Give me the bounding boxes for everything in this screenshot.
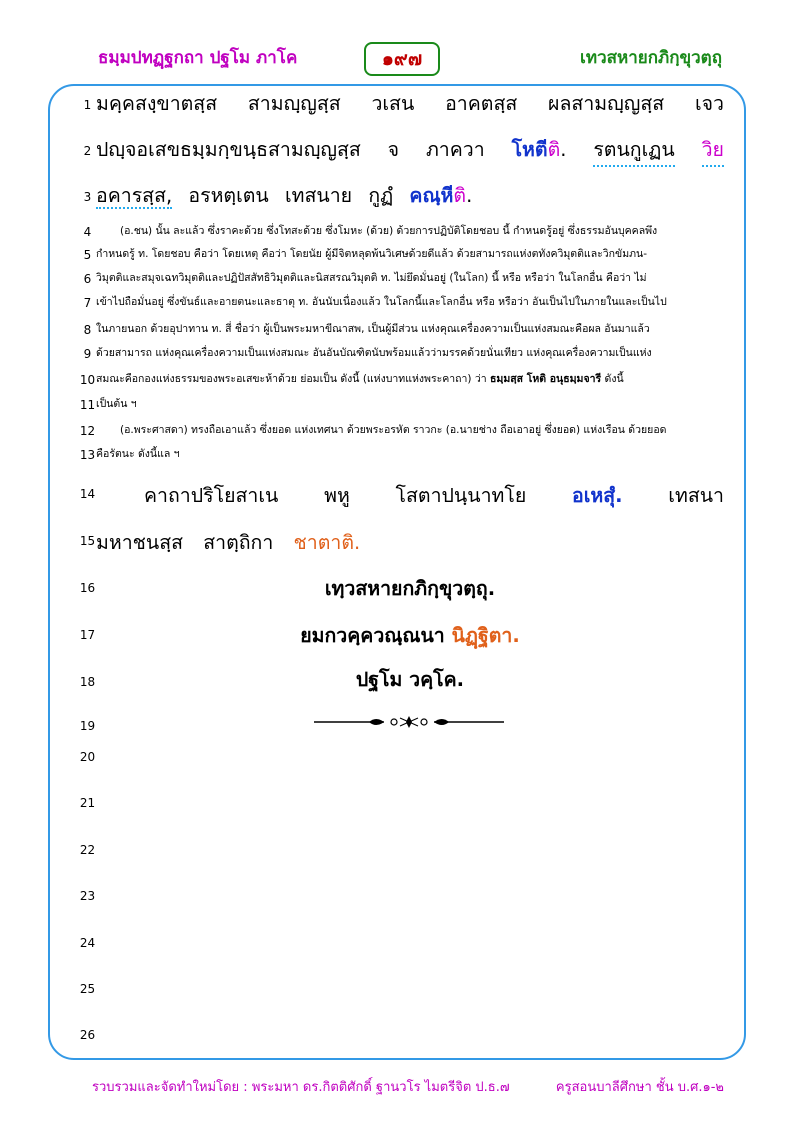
line-number: 14 bbox=[79, 487, 96, 501]
word: ภาควา bbox=[425, 138, 485, 161]
highlighted-word: นิฏฺฐิตา. bbox=[451, 624, 520, 647]
line-number: 16 bbox=[79, 581, 96, 595]
line-number: 24 bbox=[79, 936, 96, 950]
line-number: 4 bbox=[83, 225, 92, 239]
header-right-title: เทวสหายกภิกฺขุวตฺถุ bbox=[580, 48, 722, 68]
word: อรหตฺเตน bbox=[188, 184, 269, 207]
word: มคฺคสงฺขาตสฺส bbox=[96, 92, 218, 115]
line-number: 15 bbox=[79, 534, 96, 548]
word: กูฏํ bbox=[368, 184, 394, 207]
line-number: 12 bbox=[79, 424, 96, 438]
line-number: 25 bbox=[79, 982, 96, 996]
footer-class: ครูสอนบาลีศึกษา ชั้น บ.ศ.๑-๒ bbox=[555, 1080, 724, 1095]
translation-line-12: (อ.พระศาสดา) ทรงถือเอาแล้ว ซึ่งยอด แห่งเทศนา ด้วยพระอรหัต ราวกะ (อ.นายช่าง ถือเอาอยู่ ซึ่งยอด) แห่งเรือน ด้วยยอด bbox=[120, 424, 667, 436]
text-line-14 bbox=[96, 480, 724, 511]
translation-line-6: วิมุตติและสมุจเฉทวิมุตติและปฏิปัสสัทธิวิมุตติและนิสสรณวิมุตติ ท. ไม่ยึดมั่นอยู่ (ในโลก) นี้ หรือ หรือว่า ในโลกอื่น คือว่า ไม่ bbox=[96, 272, 647, 284]
text-line-15 bbox=[96, 527, 724, 558]
line-number: 26 bbox=[79, 1028, 96, 1042]
word: สามญฺญสฺส bbox=[247, 92, 341, 115]
translation-line-9: ด้วยสามารถ แห่งคุณเครื่องความเป็นแห่งสมณะ อันอันบัณฑิตนับพร้อมแล้วว่ามรรคด้วยนั่นเทียว แห่งคุณเครื่องความเป็นแห่ง bbox=[96, 347, 652, 359]
word-part: คณฺหี bbox=[409, 184, 454, 207]
word-part: ติ bbox=[453, 184, 467, 207]
translation-line-4: (อ.ชน) นั้น ละแล้ว ซึ่งราคะด้วย ซึ่งโทสะด้วย ซึ่งโมหะ (ด้วย) ด้วยการปฏิบัติโดยชอบ นี้ กำหนดรู้อยู่ ซึ่งธรรมอันบุคคลพึง bbox=[120, 225, 658, 237]
word: เทสนา bbox=[668, 484, 724, 507]
word: เจว bbox=[694, 92, 724, 115]
line-number: 23 bbox=[79, 889, 96, 903]
translation-text: ดังนี้ bbox=[601, 373, 624, 385]
line-number: 22 bbox=[79, 843, 96, 857]
underlined-word: วิย bbox=[702, 134, 724, 167]
word: ยมกวคฺควณฺณนา bbox=[300, 624, 445, 647]
footer bbox=[92, 1076, 724, 1097]
header-left-title: ธมฺมปทฏฺฐกถา ปฐโม ภาโค bbox=[98, 48, 298, 68]
highlighted-word: ชาตาติ. bbox=[293, 531, 361, 554]
word: ปญฺจอเสขธมฺมกฺขนฺธสามญฺญสฺส bbox=[96, 138, 361, 161]
line-number: 3 bbox=[83, 190, 92, 204]
pali-quote: ธมฺมสฺส โหติ อนุธมฺมจารี bbox=[489, 373, 602, 385]
translation-line-5: กำหนดรู้ ท. โดยชอบ คือว่า โดยเหตุ คือว่า โดยนัย ผู้มีจิตหลุดพ้นวิเศษด้วยดีแล้ว ด้วยสามารถแห่งตทังควิมุตติและวิกขัมภน- bbox=[96, 248, 648, 260]
footer-credit: รวบรวมและจัดทำใหม่โดย : พระมหา ดร.กิตติศักดิ์ ฐานวโร ไมตรีจิต ป.ธ.๗ bbox=[92, 1080, 510, 1095]
line-number: 18 bbox=[79, 675, 96, 689]
section-end-line: ปฐโม วคฺโค. bbox=[355, 668, 465, 691]
line-number: 2 bbox=[83, 144, 92, 158]
story-title: เทฺวสหายกภิกฺขุวตฺถุ. bbox=[324, 577, 496, 600]
text-line-1 bbox=[96, 88, 724, 119]
word-part: ติ bbox=[547, 138, 561, 161]
translation-line-11: เป็นต้น ฯ bbox=[96, 398, 137, 410]
word: เทสนาย bbox=[284, 184, 353, 207]
word: คาถาปริโยสาเน bbox=[144, 484, 279, 507]
line-number: 7 bbox=[83, 296, 92, 310]
line-number: 6 bbox=[83, 272, 92, 286]
line-number: 21 bbox=[79, 796, 96, 810]
text-line-2 bbox=[96, 134, 724, 167]
text-line-3 bbox=[96, 180, 724, 211]
page-number: ๑๙๗ bbox=[364, 42, 440, 76]
word: มหาชนสฺส bbox=[96, 531, 184, 554]
line-number: 17 bbox=[79, 628, 96, 642]
word: สาตฺถิกา bbox=[203, 531, 274, 554]
word: ผลสามญฺญสฺส bbox=[548, 92, 665, 115]
line-number: 1 bbox=[83, 98, 92, 112]
translation-line-8: ในภายนอก ด้วยอุปาทาน ท. สี่ ชื่อว่า ผู้เป็นพระมหาขีณาสพ, เป็นผู้มีส่วน แห่งคุณเครื่องความเป็นแห่งสมณะคือผล อันมาแล้ว bbox=[96, 323, 650, 335]
line-number: 11 bbox=[79, 398, 96, 412]
line-number: 10 bbox=[79, 373, 96, 387]
word: วเสน bbox=[371, 92, 415, 115]
line-number: 20 bbox=[79, 750, 96, 764]
line-number: 19 bbox=[79, 719, 96, 733]
highlighted-word: โหตีติ. bbox=[511, 138, 567, 161]
line-number: 8 bbox=[83, 323, 92, 337]
word: อาคตสฺส bbox=[445, 92, 518, 115]
chapter-end-line bbox=[96, 620, 724, 651]
underlined-word: อคารสฺส, bbox=[96, 184, 173, 207]
word: พหู bbox=[324, 484, 350, 507]
line-number: 13 bbox=[79, 448, 96, 462]
line-number: 5 bbox=[83, 248, 92, 262]
line-number: 9 bbox=[83, 347, 92, 361]
highlighted-word: คณฺหีติ. bbox=[409, 184, 473, 207]
translation-line-7: เข้าไปถือมั่นอยู่ ซึ่งขันธ์และอายตนะและธาตุ ท. อันนับเนื่องแล้ว ในโลกนี้และโลกอื่น หรือ หรือว่า อันเป็นไปในภายในและเป็นไป bbox=[96, 296, 667, 308]
highlighted-word: อเหสุํ. bbox=[572, 484, 623, 507]
underlined-word: รตนกูเฏน bbox=[593, 134, 674, 167]
translation-line-10 bbox=[96, 370, 724, 387]
word: โสตาปนฺนาทโย bbox=[395, 484, 527, 507]
word: จ bbox=[387, 138, 400, 161]
translation-line-13: คือรัตนะ ดังนี้แล ฯ bbox=[96, 448, 180, 460]
translation-text: สมณะคือกองแห่งธรรมของพระอเสขะห้าด้วย ย่อมเป็น ดังนี้ (แห่งบาทแห่งพระคาถา) ว่า bbox=[96, 373, 490, 385]
ornament-divider bbox=[314, 714, 504, 730]
word-part: โหตี bbox=[511, 138, 548, 161]
